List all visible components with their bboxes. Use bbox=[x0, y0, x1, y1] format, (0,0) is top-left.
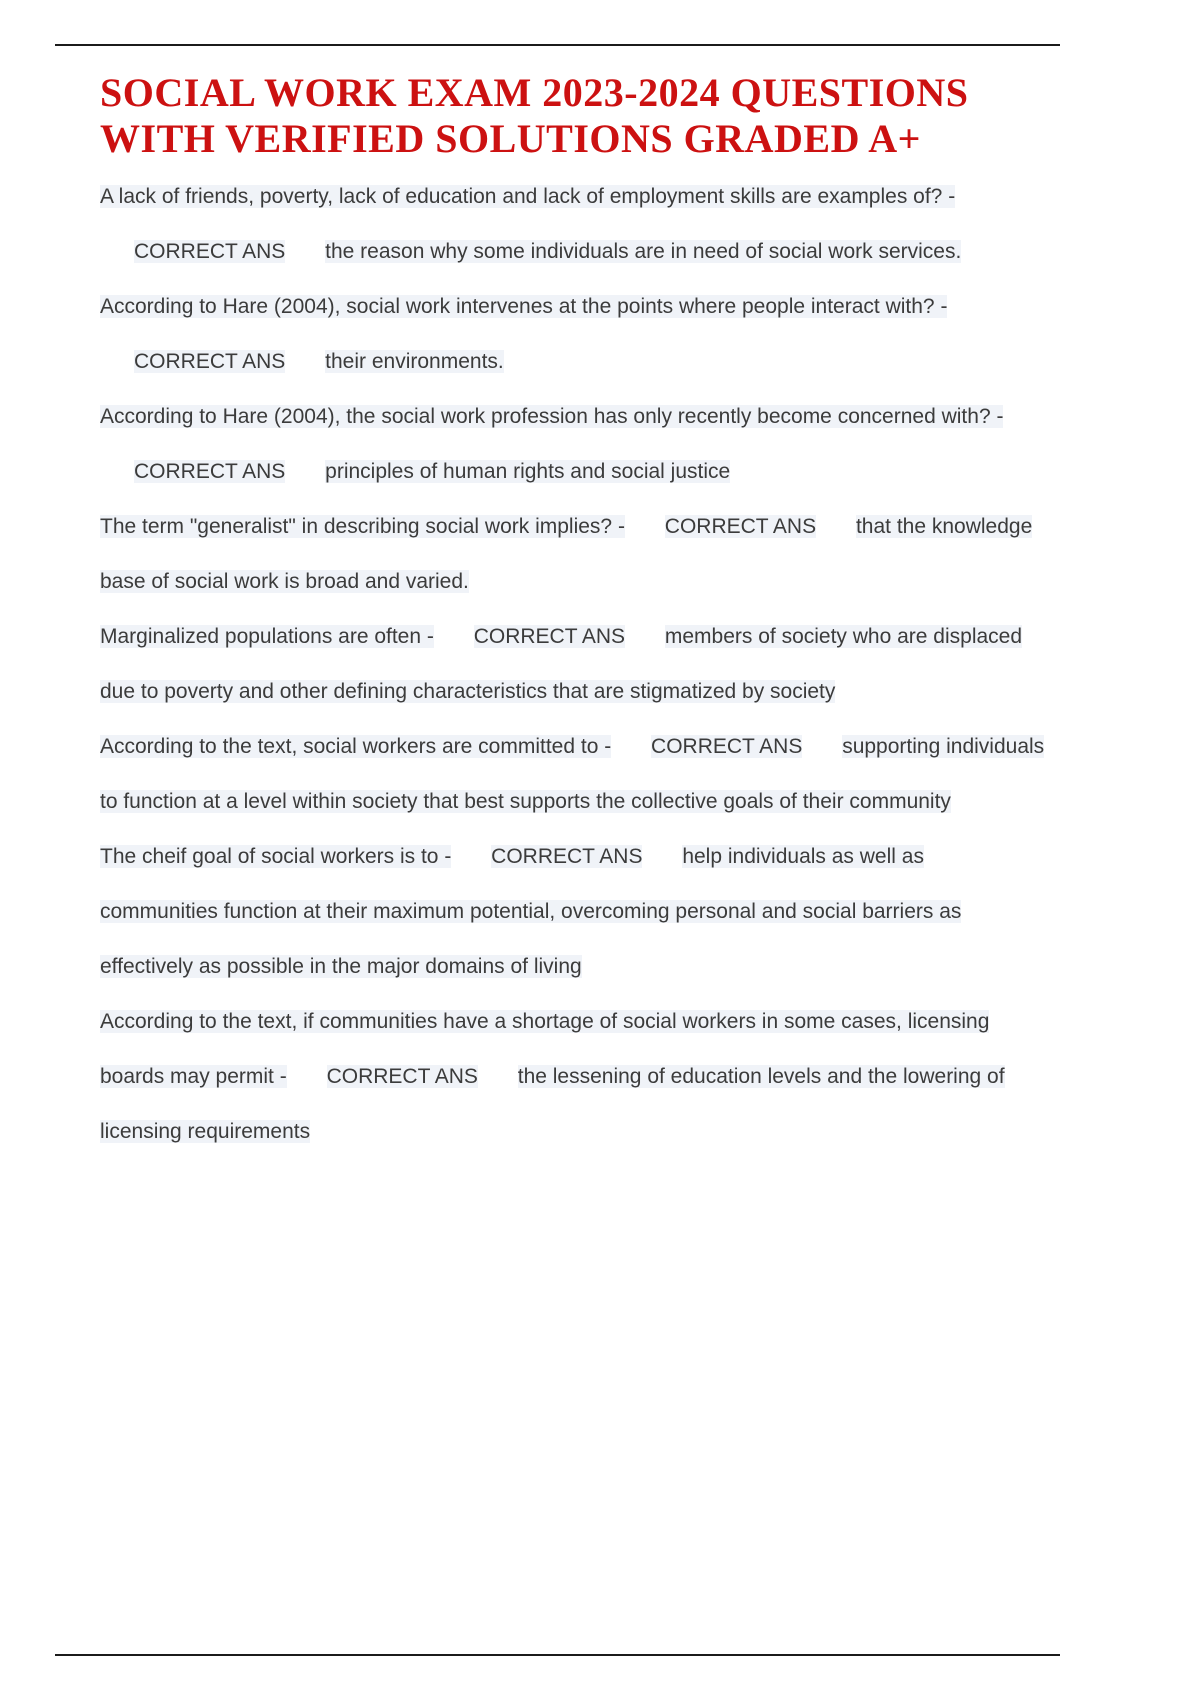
correct-ans-label: CORRECT ANS bbox=[473, 625, 626, 649]
correct-ans-label: CORRECT ANS bbox=[134, 460, 286, 484]
qa-answer: supporting individuals to function at a level within society that best supports the collective goals of their community bbox=[100, 735, 1045, 814]
bottom-rule bbox=[55, 1654, 1060, 1656]
qa-answer: principles of human rights and social justice bbox=[325, 460, 731, 484]
qa-item bbox=[100, 609, 1045, 719]
qa-question: According to Hare (2004), the social work profession has only recently become concerned with? - bbox=[100, 405, 1004, 429]
qa-answer: their environments. bbox=[325, 350, 504, 374]
correct-ans-label: CORRECT ANS bbox=[134, 350, 286, 374]
page-title-line-2: WITH VERIFIED SOLUTIONS GRADED A+ bbox=[100, 115, 921, 161]
correct-ans-label: CORRECT ANS bbox=[651, 735, 803, 759]
qa-question: A lack of friends, poverty, lack of education and lack of employment skills are examples of? - bbox=[100, 185, 956, 209]
qa-question: According to Hare (2004), social work intervenes at the points where people interact with? - bbox=[100, 295, 948, 319]
qa-answer: the lessening of education levels and the lowering of licensing requirements bbox=[100, 1065, 1005, 1144]
qa-item bbox=[100, 829, 1045, 994]
document-content bbox=[100, 70, 1045, 1159]
qa-item bbox=[100, 994, 1045, 1159]
qa-answer: that the knowledge base of social work is broad and varied. bbox=[100, 515, 1033, 594]
qa-item bbox=[100, 389, 1045, 499]
qa-item bbox=[100, 499, 1045, 609]
qa-question: According to the text, if communities have a shortage of social workers in some cases, licensing boards may permit - bbox=[100, 1010, 990, 1089]
page-title bbox=[100, 70, 1045, 161]
qa-answer: help individuals as well as communities function at their maximum potential, overcoming personal and social barriers as effectively as possible in the major domains of living bbox=[100, 845, 962, 979]
qa-question: Marginalized populations are often - bbox=[100, 625, 434, 649]
correct-ans-label: CORRECT ANS bbox=[326, 1065, 478, 1089]
qa-item bbox=[100, 719, 1045, 829]
qa-item bbox=[100, 279, 1045, 389]
correct-ans-label: CORRECT ANS bbox=[491, 845, 643, 869]
correct-ans-label: CORRECT ANS bbox=[134, 240, 286, 264]
correct-ans-label: CORRECT ANS bbox=[664, 515, 817, 539]
qa-answer: members of society who are displaced due to poverty and other defining characteristics that are stigmatized by society bbox=[100, 625, 1023, 704]
qa-item bbox=[100, 169, 1045, 279]
qa-question: According to the text, social workers are committed to - bbox=[100, 735, 612, 759]
qa-question: The term "generalist" in describing social work implies? - bbox=[100, 515, 625, 539]
page-title-line-1: SOCIAL WORK EXAM 2023-2024 QUESTIONS bbox=[100, 70, 969, 115]
qa-question: The cheif goal of social workers is to - bbox=[100, 845, 452, 869]
qa-answer: the reason why some individuals are in need of social work services. bbox=[325, 240, 962, 264]
top-rule bbox=[55, 44, 1060, 46]
